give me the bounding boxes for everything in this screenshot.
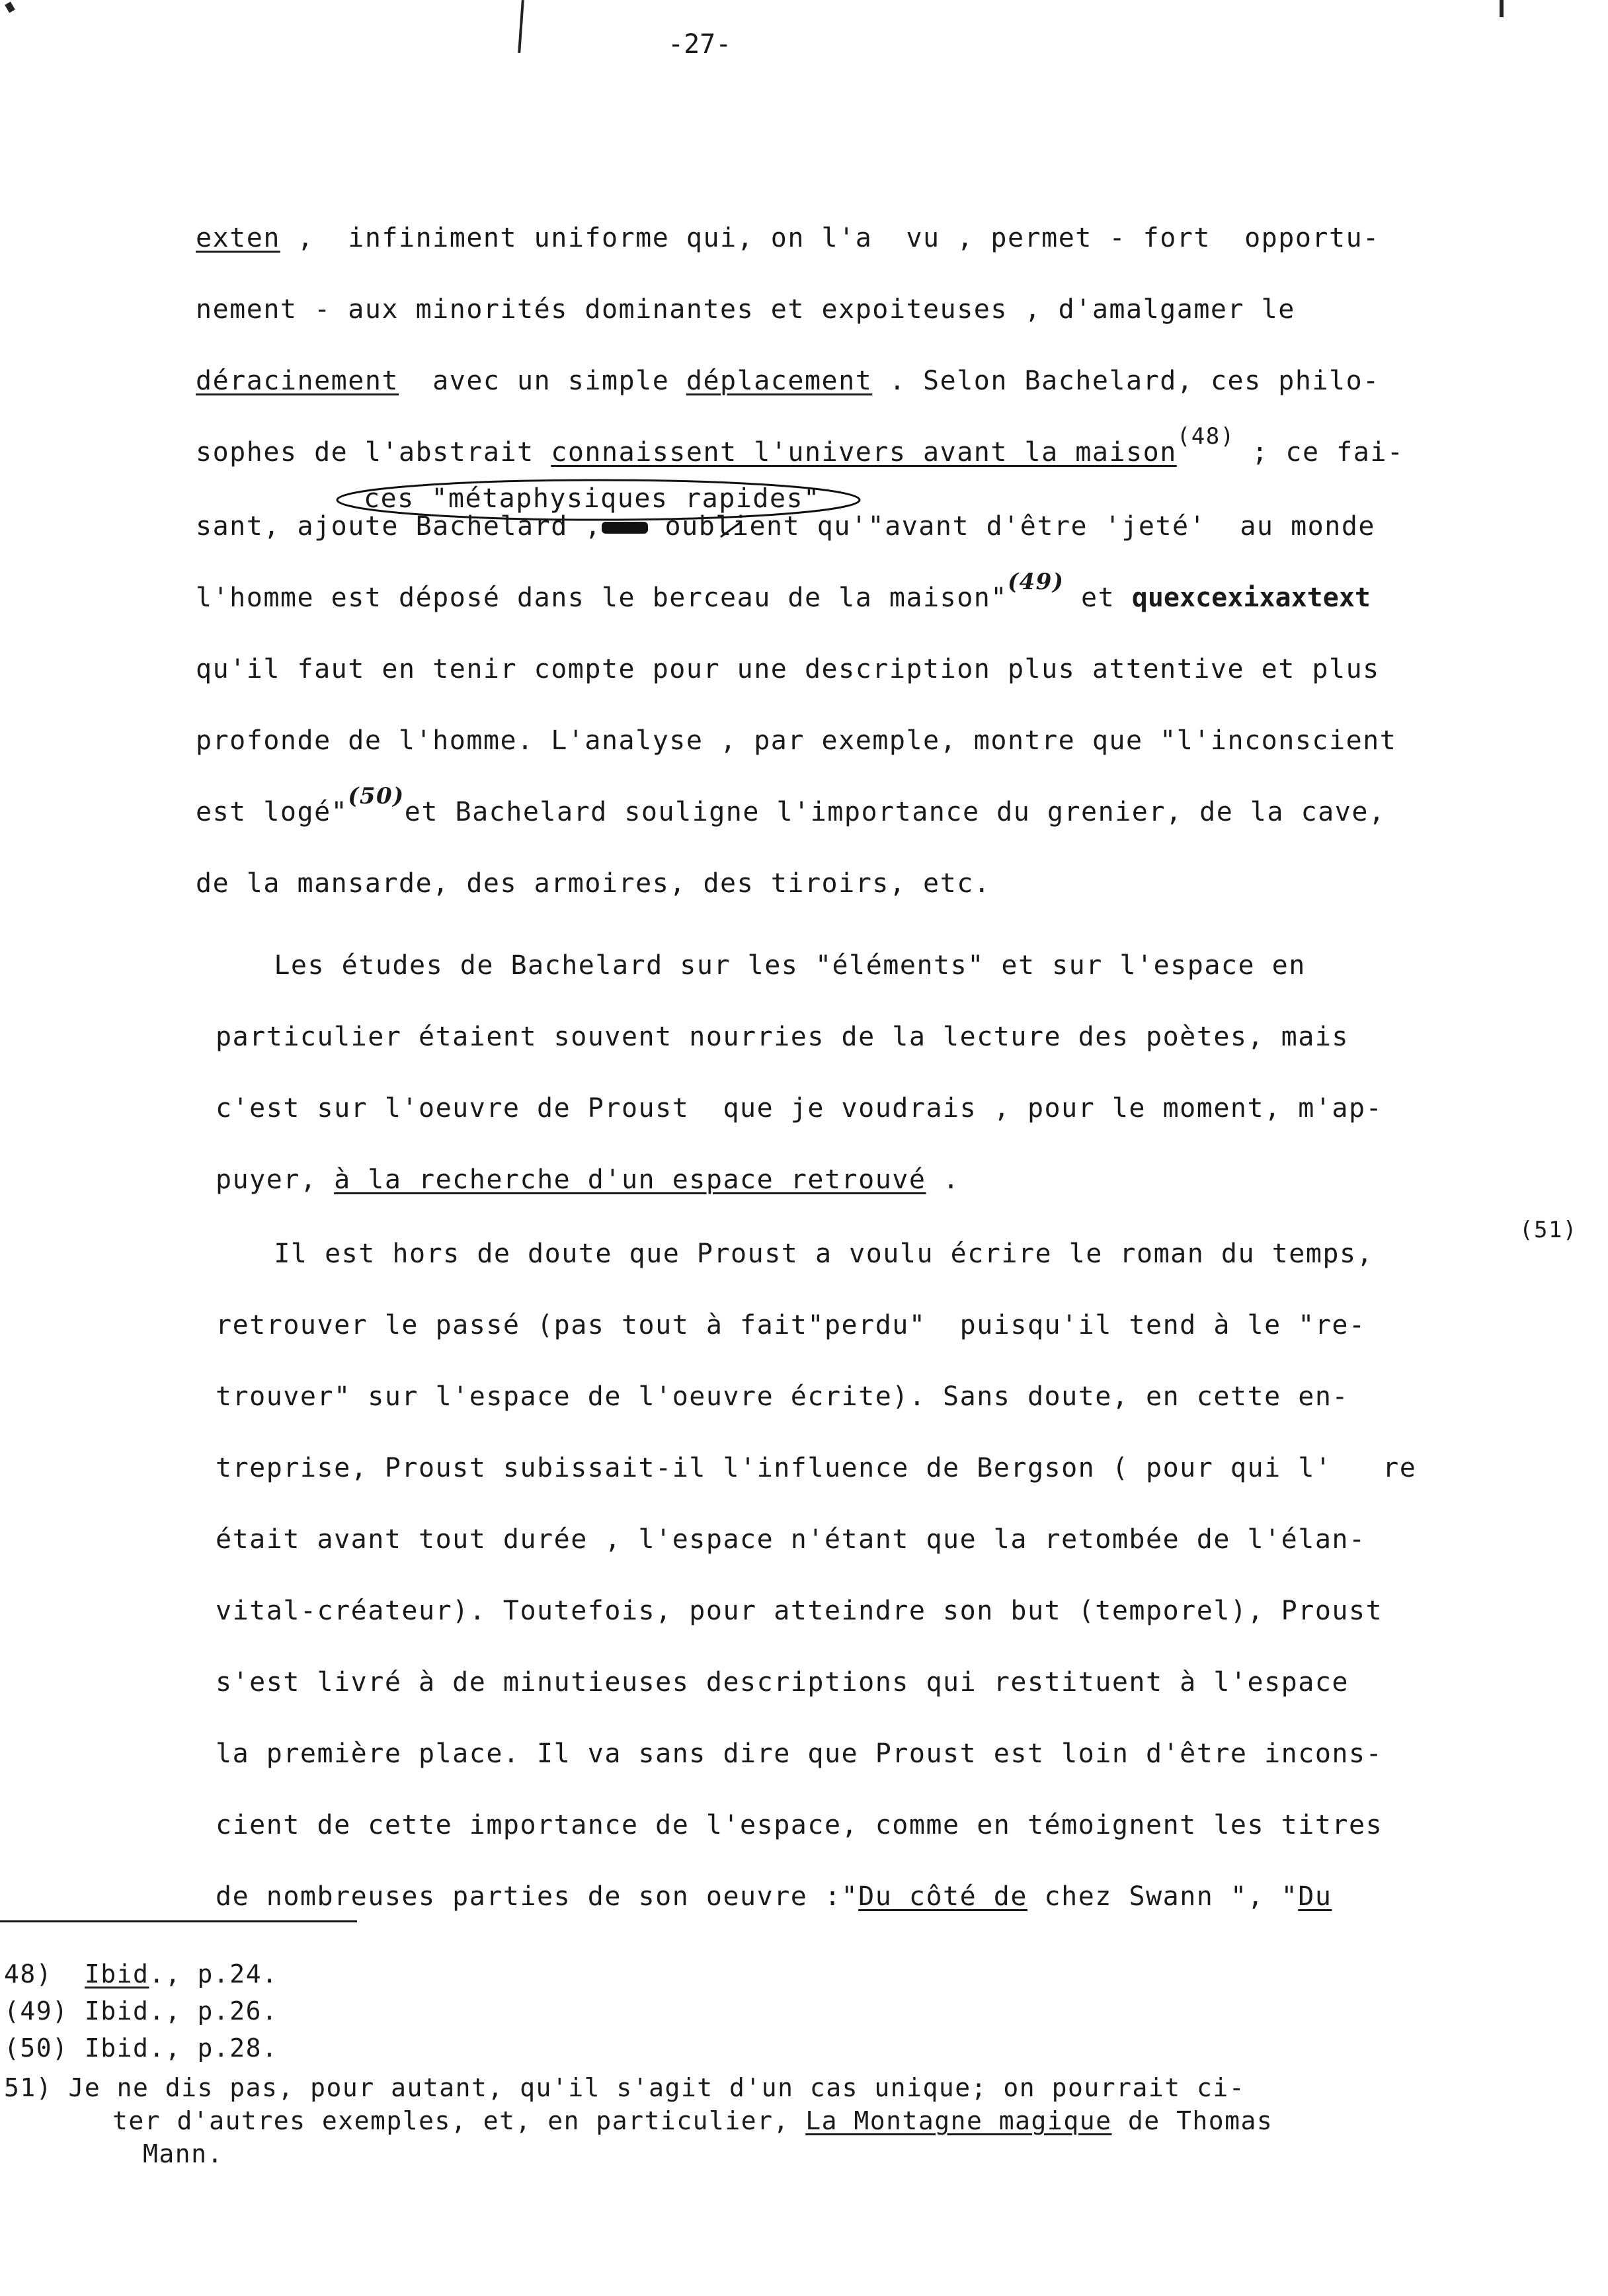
p1-line-9: est logé"$^{(50)}$et Bachelard souligne l'importance du grenier, de la cave, (196, 783, 1386, 827)
p2-line-1: Les études de Bachelard sur les "éléments" et sur l'espace en (206, 950, 1306, 981)
p1-line-4: sophes de l'abstrait connaissent l'univers avant la maison$^{(48)}$ ; ce fai- (196, 423, 1404, 468)
p3-line-4: treprise, Proust subissait-il l'influence de Bergson ( pour qui l' re (216, 1453, 1417, 1483)
footnote-separator (0, 1920, 357, 1922)
p1-line-5: sant, ajoute Bachelard , oublient qu'"avant d'être 'jeté' au monde (196, 511, 1375, 542)
footnote-51-line-3: Mann. (143, 2139, 223, 2168)
deracinement-underlined: déracinement (196, 366, 399, 396)
extent-word: exten (196, 223, 280, 253)
du-cote-de-underlined: Du côté de (858, 1881, 1027, 1912)
p2-line-2: particulier étaient souvent nourries de la lecture des poètes, mais (216, 1022, 1349, 1052)
p3-line-10: de nombreuses parties de son oeuvre :"Du côté de chez Swann ", "Du (216, 1881, 1332, 1912)
p1-line-8: profonde de l'homme. L'analyse , par exemple, montre que "l'inconscient (196, 725, 1397, 756)
connaissent-underlined: connaissent l'univers avant la maison (551, 437, 1177, 468)
footnote-49: (49) Ibid., p.26. (4, 1996, 278, 2026)
footnote-ref-48: (48) (1176, 423, 1235, 450)
struck-text: quexcexixaxtext (1131, 583, 1371, 613)
p1-line-2: nement - aux minorités dominantes et expoiteuses , d'amalgamer le (196, 294, 1295, 325)
footnote-50: (50) Ibid., p.28. (4, 2033, 278, 2063)
footnote-48: 48) Ibid., p.24. (4, 1959, 278, 1988)
du-underlined: Du (1298, 1881, 1332, 1912)
p3-line-6: vital-créateur). Toutefois, pour atteindre son but (temporel), Proust (216, 1596, 1383, 1626)
recherche-underlined: à la recherche d'un espace retrouvé (334, 1165, 926, 1195)
p1-line-6: l'homme est déposé dans le berceau de la maison"$^{(49)}$ et quexcexixaxtext (196, 569, 1371, 613)
p3-line-2: retrouver le passé (pas tout à fait"perdu" puisqu'il tend à le "re- (216, 1310, 1366, 1340)
p1-line-7: qu'il faut en tenir compte pour une description plus attentive et plus (196, 654, 1380, 684)
p2-line-3: c'est sur l'oeuvre de Proust que je voudrais , pour le moment, m'ap- (216, 1093, 1383, 1124)
footnote-ref-49: (49) (1007, 569, 1065, 595)
p1-line-1: exten , infiniment uniforme qui, on l'a vu , permet - fort opportu- (196, 223, 1380, 253)
p3-line-9: cient de cette importance de l'espace, comme en témoignent les titres (216, 1810, 1383, 1840)
ink-blot (602, 522, 648, 534)
p1-line-3: déracinement avec un simple déplacement . Selon Bachelard, ces philo- (196, 366, 1380, 396)
deplacement-underlined: déplacement (686, 366, 873, 396)
p3-line-8: la première place. Il va sans dire que Proust est loin d'être incons- (216, 1739, 1383, 1769)
montagne-magique-underlined: La Montagne magique (805, 2106, 1112, 2135)
p3-line-7: s'est livré à de minutieuses descriptions qui restituent à l'espace (216, 1667, 1349, 1698)
p3-line-1: Il est hors de doute que Proust a voulu écrire le roman du temps, (206, 1239, 1374, 1269)
p3-line-5: était avant tout durée , l'espace n'étant que la retombée de l'élan- (216, 1524, 1366, 1555)
page-number: -27- (668, 29, 732, 60)
footnote-51-line-2: ter d'autres exemples, et, en particulier, La Montagne magique de Thomas (112, 2106, 1273, 2135)
p2-line-4: puyer, à la recherche d'un espace retrouvé . (216, 1165, 960, 1195)
insertion-metaphysiques: ces "métaphysiques rapides" (364, 483, 821, 514)
p3-line-3: trouver" sur l'espace de l'oeuvre écrite). Sans doute, en cette en- (216, 1381, 1349, 1412)
footnote-ref-51: (51) (1519, 1217, 1578, 1243)
footnote-ref-50: (50) (348, 783, 405, 809)
footnote-51-line-1: 51) Je ne dis pas, pour autant, qu'il s'agit d'un cas unique; on pourrait ci- (4, 2073, 1246, 2102)
p1-line-10: de la mansarde, des armoires, des tiroirs, etc. (196, 868, 991, 899)
